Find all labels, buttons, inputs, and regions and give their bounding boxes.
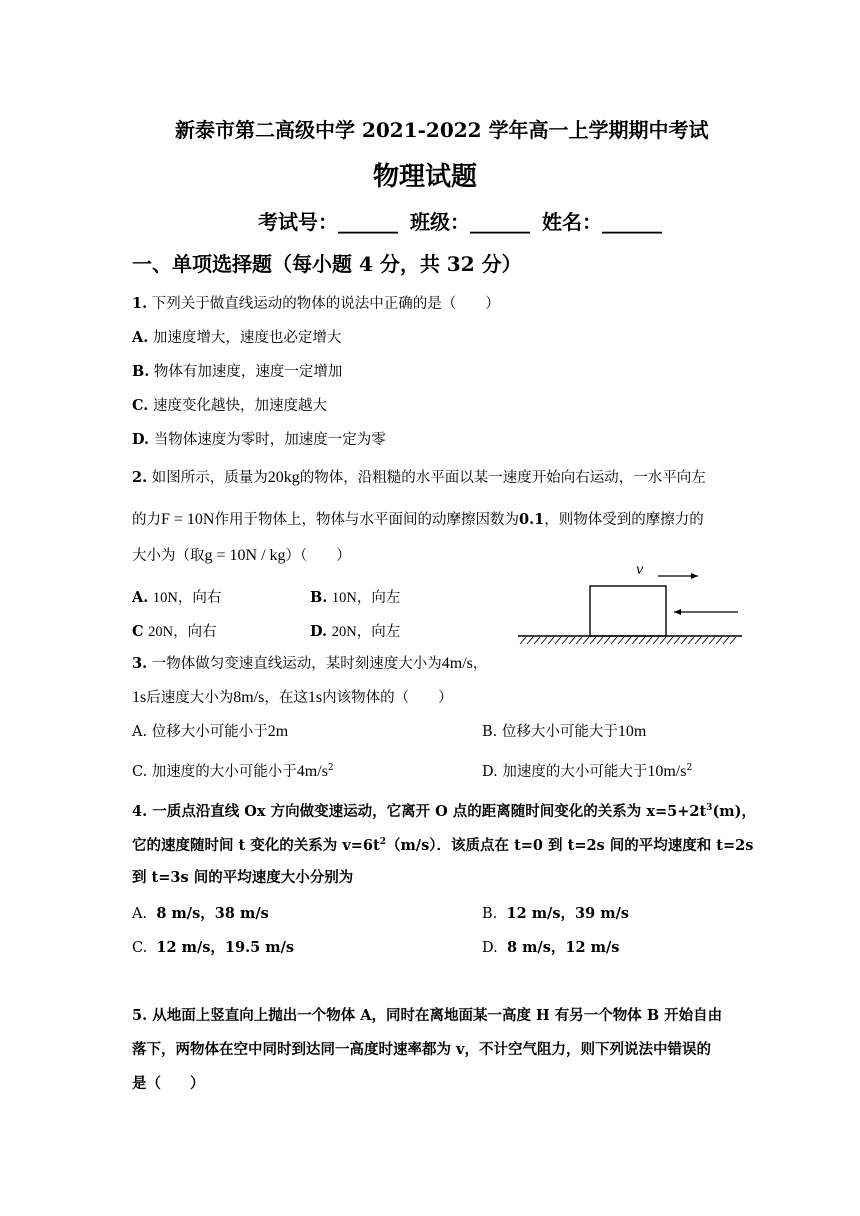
question-text: 它的速度随时间 t 变化的关系为 v=6t bbox=[132, 837, 380, 854]
question-3-option-a bbox=[132, 720, 288, 741]
option-value: 2m bbox=[267, 723, 289, 740]
option-key: B. bbox=[132, 363, 150, 380]
question-2-option-a bbox=[132, 586, 221, 607]
question-text: ）（ ） bbox=[285, 548, 351, 564]
option-value: 4m/s bbox=[296, 763, 328, 780]
friction-coefficient: 0.1 bbox=[518, 511, 545, 528]
initial-speed: 4m/s bbox=[441, 655, 473, 672]
option-key: B. bbox=[310, 589, 328, 606]
time-value: 1s bbox=[307, 689, 323, 706]
option-value: 10m/s bbox=[647, 763, 687, 780]
option-text: 物体有加速度，速度一定增加 bbox=[153, 364, 343, 380]
exponent: 2 bbox=[379, 837, 386, 848]
question-text: 的力 bbox=[132, 512, 161, 528]
option-key: B. bbox=[482, 906, 498, 922]
exponent: 2 bbox=[327, 763, 334, 774]
question-4-option-d bbox=[482, 936, 619, 957]
section-heading: 一、单项选择题（每小题 4 分，共 32 分） bbox=[132, 252, 522, 276]
option-key: D. bbox=[132, 431, 150, 448]
question-3-option-d bbox=[482, 760, 692, 781]
question-number: 1. bbox=[132, 295, 148, 312]
question-4-option-c bbox=[132, 936, 294, 957]
gravity-value: g = 10N / kg bbox=[204, 547, 286, 564]
option-text: 10N，向右 bbox=[152, 590, 222, 606]
question-1-option-d bbox=[132, 428, 386, 449]
velocity-arrow bbox=[658, 573, 698, 579]
option-text: 10N，向左 bbox=[331, 590, 401, 606]
question-3-line-2 bbox=[132, 686, 453, 707]
time-value: 1s bbox=[132, 689, 147, 706]
question-4-line-1 bbox=[132, 800, 756, 821]
exponent: 3 bbox=[706, 803, 713, 814]
question-text: 从地面上竖直向上抛出一个物体 A，同时在离地面某一高度 H 有另一个物体 B 开始自由 bbox=[152, 1007, 723, 1024]
question-number: 2. bbox=[132, 469, 148, 486]
question-5-line-1 bbox=[132, 1004, 722, 1025]
option-key: A. bbox=[132, 906, 148, 922]
option-text: 12 m/s，39 m/s bbox=[506, 905, 630, 922]
exponent: 2 bbox=[686, 763, 693, 774]
question-text: 一质点沿直线 Ox 方向做变速运动，它离开 O 点的距离随时间变化的关系为 x=5+2t bbox=[152, 803, 707, 820]
question-text: 后速度大小为 bbox=[146, 690, 234, 706]
velocity-label: v bbox=[636, 561, 644, 578]
option-text: D. 加速度的大小可能大于 bbox=[482, 764, 648, 780]
question-text: 的物体，沿粗糙的水平面以某一速度开始向右运动，一水平向左 bbox=[299, 470, 706, 486]
question-3-option-b bbox=[482, 720, 646, 741]
option-text: C. 加速度的大小可能小于 bbox=[132, 764, 297, 780]
option-key: D. bbox=[482, 940, 498, 956]
ground-surface bbox=[518, 636, 742, 644]
question-text: 如图所示，质量为 bbox=[151, 470, 268, 486]
question-1-option-b bbox=[132, 360, 342, 381]
force-arrow bbox=[674, 609, 738, 615]
question-text: 大小为（取 bbox=[132, 548, 205, 564]
question-text: (m)， bbox=[712, 803, 757, 820]
question-2-line-2 bbox=[132, 508, 704, 529]
option-text: B. 位移大小可能大于 bbox=[482, 724, 618, 740]
question-4-option-b bbox=[482, 902, 629, 923]
class-field: 班级：______ bbox=[410, 210, 530, 234]
question-number: 3. bbox=[132, 655, 148, 672]
option-key: D. bbox=[310, 623, 328, 640]
exam-number-field: 考试号：______ bbox=[258, 210, 398, 234]
option-text: 加速度增大，速度也必定增大 bbox=[152, 330, 342, 346]
exam-title: 新泰市第二高级中学 2021-2022 学年高一上学期期中考试 bbox=[175, 118, 709, 142]
question-2-line-3 bbox=[132, 544, 351, 565]
option-text: 8 m/s，12 m/s bbox=[506, 939, 620, 956]
option-text: 20N，向右 bbox=[148, 624, 217, 640]
option-value: 10m bbox=[617, 723, 647, 740]
block bbox=[590, 586, 666, 636]
option-key: A. bbox=[132, 589, 149, 606]
question-1-option-a bbox=[132, 326, 341, 347]
subject-title: 物理试题 bbox=[373, 162, 478, 192]
question-2-option-d bbox=[310, 620, 400, 641]
question-text: ，则物体受到的摩擦力的 bbox=[544, 512, 704, 528]
question-2-option-b bbox=[310, 586, 400, 607]
question-4-line-2 bbox=[132, 834, 753, 855]
name-field: 姓名：______ bbox=[542, 210, 662, 234]
question-3-option-c bbox=[132, 760, 334, 781]
question-2-line-1 bbox=[132, 466, 706, 487]
question-1-option-c bbox=[132, 394, 327, 415]
question-text: ， bbox=[472, 656, 488, 672]
mass-value: 20kg bbox=[267, 469, 300, 486]
option-text: 当物体速度为零时，加速度一定为零 bbox=[153, 432, 386, 448]
option-key: A. bbox=[132, 329, 149, 346]
question-text: 一物体做匀变速直线运动，某时刻速度大小为 bbox=[151, 656, 442, 672]
option-text: A. 位移大小可能小于 bbox=[132, 724, 268, 740]
question-number: 4. bbox=[132, 803, 148, 820]
question-4-line-3: 到 t=3s 间的平均速度大小分别为 bbox=[132, 869, 354, 886]
question-5-line-2: 落下，两物体在空中同时到达同一高度时速率都为 v，不计空气阻力，则下列说法中错误的 bbox=[132, 1041, 711, 1058]
block-on-surface-diagram bbox=[516, 560, 742, 650]
option-text: 速度变化越快，加速度越大 bbox=[152, 398, 327, 414]
question-3-line-1 bbox=[132, 652, 487, 673]
option-key: C bbox=[132, 623, 144, 640]
question-text: ，在这 bbox=[264, 690, 308, 706]
final-speed: 8m/s bbox=[233, 689, 265, 706]
option-key: C. bbox=[132, 940, 148, 956]
option-text: 20N，向左 bbox=[331, 624, 401, 640]
question-2-option-c bbox=[132, 620, 217, 641]
question-1-stem bbox=[132, 292, 500, 313]
question-number: 5. bbox=[132, 1007, 148, 1024]
question-4-option-a bbox=[132, 902, 269, 923]
question-text: 下列关于做直线运动的物体的说法中正确的是（ ） bbox=[151, 296, 500, 312]
question-text: （m/s）．该质点在 t=0 到 t=2s 间的平均速度和 t=2s bbox=[385, 837, 754, 854]
question-5-line-3: 是（ ） bbox=[132, 1075, 205, 1092]
force-value: F = 10N bbox=[161, 511, 215, 528]
option-text: 12 m/s，19.5 m/s bbox=[156, 939, 295, 956]
question-text: 内该物体的（ ） bbox=[322, 690, 453, 706]
option-text: 8 m/s，38 m/s bbox=[156, 905, 269, 922]
option-key: C. bbox=[132, 397, 149, 414]
question-text: 作用于物体上，物体与水平面间的动摩擦因数为 bbox=[214, 512, 519, 528]
